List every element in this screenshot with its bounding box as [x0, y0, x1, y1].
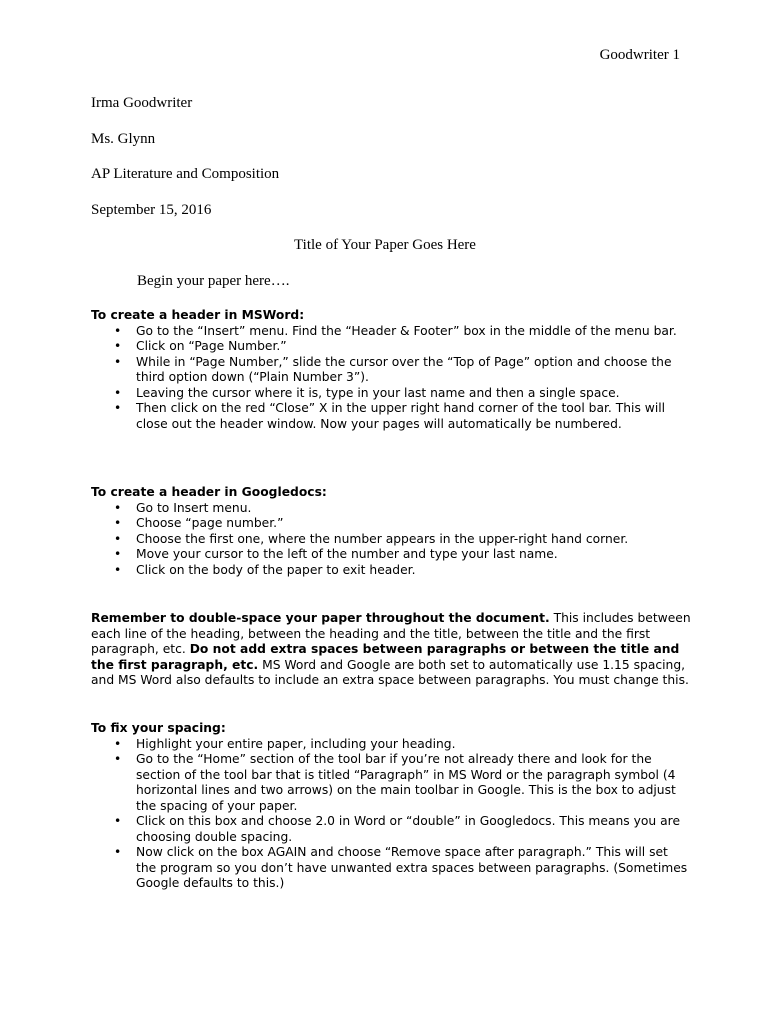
- list-item: • Click on this box and choose 2.0 in Word or “double” in Googledocs. This means you are choosing double spacing.: [91, 814, 691, 845]
- list-item: • Leaving the cursor where it is, type in your last name and then a single space.: [91, 386, 691, 402]
- msword-steps-list: [91, 324, 691, 433]
- list-item: • Go to the “Insert” menu. Find the “Header & Footer” box in the middle of the menu bar.: [91, 324, 691, 340]
- list-item: • Then click on the red “Close” X in the upper right hand corner of the tool bar. This will close out the header window. Now your pages will automatically be numbered.: [91, 401, 691, 432]
- spacing-section: [91, 721, 691, 892]
- googledocs-section-title: To create a header in Googledocs:: [91, 485, 327, 499]
- list-item: • Go to the “Home” section of the tool bar if you’re not already there and look for the section of the tool bar that is titled “Paragraph” in MS Word or the paragraph symbol (4 horizontal lines and two arrows) on the main toolbar in Google. This is the box to adjust the spacing of your paper.: [91, 752, 691, 814]
- list-item: • Now click on the box AGAIN and choose “Remove space after paragraph.” This will set the program so you don’t have unwanted extra spaces between paragraphs. (Sometimes Google defaults to this.): [91, 845, 691, 892]
- running-header: Goodwriter 1: [599, 47, 680, 63]
- reminder-text-2: MS Word and Google are both set to automatically use 1.15 spacing, and MS Word also defaults to include an extra space between paragraphs. You must change this.: [91, 657, 689, 687]
- googledocs-steps-list: [91, 501, 691, 579]
- course-name: AP Literature and Composition: [91, 166, 280, 182]
- paper-date: September 15, 2016: [91, 202, 212, 218]
- msword-section-title: To create a header in MSWord:: [91, 308, 305, 322]
- list-item: • Highlight your entire paper, including your heading.: [91, 737, 691, 753]
- begin-paper-text: Begin your paper here….: [137, 273, 290, 289]
- spacing-section-title: To fix your spacing:: [91, 721, 226, 735]
- list-item: • Choose the first one, where the number appears in the upper-right hand corner.: [91, 532, 691, 548]
- list-item: • Click on the body of the paper to exit header.: [91, 563, 691, 579]
- list-item: • Click on “Page Number.”: [91, 339, 691, 355]
- list-item: • Go to Insert menu.: [91, 501, 691, 517]
- list-item: • Move your cursor to the left of the number and type your last name.: [91, 547, 691, 563]
- msword-section: [91, 308, 691, 432]
- reminder-text-1: This includes between each line of the heading, between the heading and the title, between the title and the first paragraph, etc.: [91, 611, 691, 656]
- list-item: • While in “Page Number,” slide the cursor over the “Top of Page” option and choose the third option down (“Plain Number 3”).: [91, 355, 691, 386]
- googledocs-section: [91, 485, 691, 578]
- list-item: • Choose “page number.”: [91, 516, 691, 532]
- reminder-paragraph: [91, 611, 691, 689]
- paper-title: Title of Your Paper Goes Here: [294, 237, 476, 253]
- student-name: Irma Goodwriter: [91, 95, 193, 111]
- spacing-steps-list: [91, 737, 691, 892]
- teacher-name: Ms. Glynn: [91, 131, 156, 147]
- reminder-bold-intro: Remember to double-space your paper throughout the document.: [91, 611, 550, 625]
- reminder-bold-middle: Do not add extra spaces between paragraphs or between the title and the first paragraph, etc.: [91, 642, 680, 672]
- double-space-reminder: [91, 611, 691, 689]
